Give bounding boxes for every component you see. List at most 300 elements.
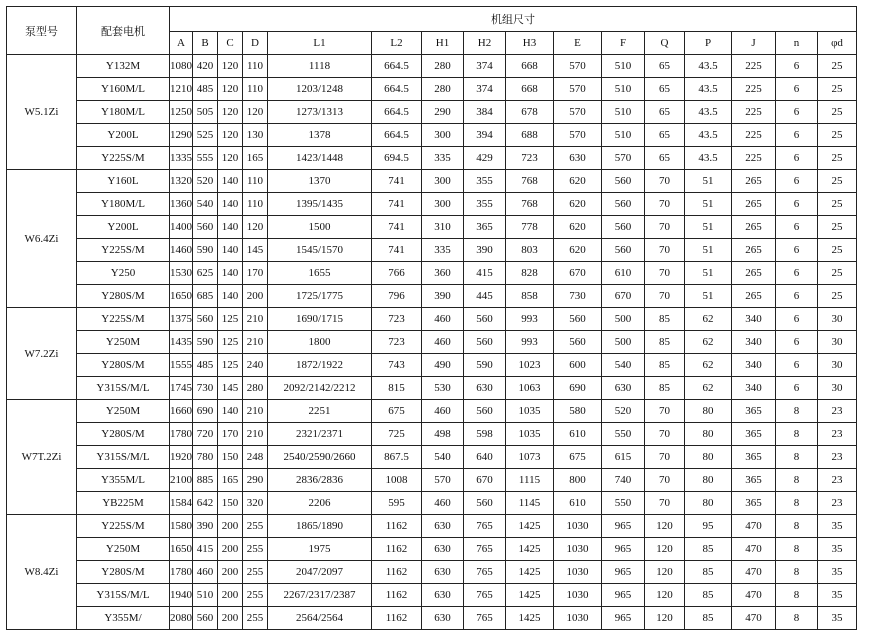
dimension-cell: 560 xyxy=(602,239,645,262)
motor-cell: Y315S/M/L xyxy=(77,584,170,607)
dimension-cell: 43.5 xyxy=(685,101,732,124)
dimension-cell: 555 xyxy=(193,147,218,170)
dimension-cell: 290 xyxy=(243,469,268,492)
table-row xyxy=(7,216,857,239)
motor-cell: Y355M/ xyxy=(77,607,170,630)
column-header: A xyxy=(170,32,193,55)
dimension-cell: 1035 xyxy=(506,400,554,423)
dimension-cell: 615 xyxy=(602,446,645,469)
dimension-cell: 120 xyxy=(243,101,268,124)
pump-model-cell: W6.4Zi xyxy=(7,170,77,308)
dimension-cell: 23 xyxy=(818,446,857,469)
dimension-cell: 2836/2836 xyxy=(268,469,372,492)
dimension-cell: 965 xyxy=(602,584,645,607)
dimension-cell: 642 xyxy=(193,492,218,515)
dimension-cell: 630 xyxy=(422,515,464,538)
dimension-cell: 80 xyxy=(685,400,732,423)
column-header: D xyxy=(243,32,268,55)
dimension-cell: 741 xyxy=(372,193,422,216)
dimension-cell: 1395/1435 xyxy=(268,193,372,216)
dimension-cell: 510 xyxy=(602,78,645,101)
column-header: L1 xyxy=(268,32,372,55)
dimension-cell: 6 xyxy=(776,101,818,124)
dimension-cell: 210 xyxy=(243,423,268,446)
column-header: H2 xyxy=(464,32,506,55)
dimension-cell: 225 xyxy=(732,55,776,78)
pump-model-cell: W7.2Zi xyxy=(7,308,77,400)
motor-cell: Y315S/M/L xyxy=(77,377,170,400)
dimension-cell: 620 xyxy=(554,239,602,262)
dimension-cell: 2564/2564 xyxy=(268,607,372,630)
dimension-cell: 560 xyxy=(193,216,218,239)
dimension-cell: 140 xyxy=(218,400,243,423)
dimension-cell: 25 xyxy=(818,193,857,216)
dimension-cell: 2092/2142/2212 xyxy=(268,377,372,400)
dimension-cell: 6 xyxy=(776,78,818,101)
column-header: φd xyxy=(818,32,857,55)
dimension-cell: 365 xyxy=(732,400,776,423)
dimension-cell: 2251 xyxy=(268,400,372,423)
column-header: n xyxy=(776,32,818,55)
dimension-cell: 70 xyxy=(645,216,685,239)
dimension-cell: 1545/1570 xyxy=(268,239,372,262)
dimension-cell: 1118 xyxy=(268,55,372,78)
dimension-cell: 225 xyxy=(732,101,776,124)
dimension-cell: 62 xyxy=(685,308,732,331)
dimension-cell: 150 xyxy=(218,446,243,469)
table-row xyxy=(7,101,857,124)
dimension-cell: 200 xyxy=(218,607,243,630)
dimension-cell: 590 xyxy=(193,239,218,262)
dimension-cell: 130 xyxy=(243,124,268,147)
dimension-cell: 51 xyxy=(685,285,732,308)
dimension-cell: 62 xyxy=(685,377,732,400)
dimension-cell: 670 xyxy=(602,285,645,308)
dimension-cell: 743 xyxy=(372,354,422,377)
dimension-cell: 500 xyxy=(602,308,645,331)
dimension-cell: 570 xyxy=(602,147,645,170)
dimension-cell: 460 xyxy=(422,308,464,331)
dimension-cell: 6 xyxy=(776,147,818,170)
dimension-cell: 720 xyxy=(193,423,218,446)
table-row xyxy=(7,147,857,170)
dimension-cell: 485 xyxy=(193,78,218,101)
dimension-cell: 560 xyxy=(464,331,506,354)
dimension-cell: 200 xyxy=(218,515,243,538)
table-row xyxy=(7,469,857,492)
dimension-cell: 394 xyxy=(464,124,506,147)
dimension-cell: 80 xyxy=(685,469,732,492)
dimension-cell: 120 xyxy=(218,55,243,78)
table-row xyxy=(7,354,857,377)
dimension-cell: 560 xyxy=(554,308,602,331)
dimension-cell: 1290 xyxy=(170,124,193,147)
table-row xyxy=(7,78,857,101)
dimension-cell: 1425 xyxy=(506,515,554,538)
dimension-cell: 664.5 xyxy=(372,124,422,147)
dimension-cell: 765 xyxy=(464,607,506,630)
dimension-cell: 210 xyxy=(243,308,268,331)
dimension-cell: 540 xyxy=(193,193,218,216)
dimension-cell: 490 xyxy=(422,354,464,377)
dimension-cell: 1145 xyxy=(506,492,554,515)
dimension-cell: 23 xyxy=(818,423,857,446)
dimension-cell: 120 xyxy=(218,147,243,170)
column-header: F xyxy=(602,32,645,55)
dimension-cell: 1162 xyxy=(372,607,422,630)
dimension-cell: 730 xyxy=(193,377,218,400)
dimension-cell: 85 xyxy=(645,377,685,400)
dimension-cell: 560 xyxy=(602,193,645,216)
dimension-cell: 120 xyxy=(645,515,685,538)
dimension-cell: 520 xyxy=(193,170,218,193)
dimension-cell: 300 xyxy=(422,124,464,147)
dimension-cell: 200 xyxy=(218,561,243,584)
dimension-cell: 8 xyxy=(776,400,818,423)
column-header: C xyxy=(218,32,243,55)
dimension-cell: 1800 xyxy=(268,331,372,354)
dimension-cell: 265 xyxy=(732,216,776,239)
dimension-cell: 1378 xyxy=(268,124,372,147)
dimension-cell: 630 xyxy=(422,538,464,561)
dimension-cell: 6 xyxy=(776,331,818,354)
dimension-cell: 150 xyxy=(218,492,243,515)
dimension-cell: 290 xyxy=(422,101,464,124)
dimension-cell: 460 xyxy=(422,400,464,423)
dimension-cell: 6 xyxy=(776,216,818,239)
motor-cell: Y160L xyxy=(77,170,170,193)
dimension-cell: 110 xyxy=(243,78,268,101)
dimension-cell: 500 xyxy=(602,331,645,354)
dimension-cell: 140 xyxy=(218,285,243,308)
dimension-cell: 70 xyxy=(645,170,685,193)
dimension-cell: 51 xyxy=(685,239,732,262)
dimension-cell: 51 xyxy=(685,170,732,193)
dimension-cell: 600 xyxy=(554,354,602,377)
dimension-cell: 1023 xyxy=(506,354,554,377)
motor-cell: Y250M xyxy=(77,538,170,561)
dimension-cell: 65 xyxy=(645,101,685,124)
dimension-cell: 365 xyxy=(464,216,506,239)
dimension-cell: 1655 xyxy=(268,262,372,285)
dimension-cell: 415 xyxy=(193,538,218,561)
dimension-cell: 560 xyxy=(554,331,602,354)
dimension-cell: 120 xyxy=(645,561,685,584)
dimension-cell: 95 xyxy=(685,515,732,538)
dimension-cell: 25 xyxy=(818,101,857,124)
dimension-cell: 210 xyxy=(243,400,268,423)
dimension-cell: 35 xyxy=(818,538,857,561)
dimension-cell: 25 xyxy=(818,78,857,101)
dimension-cell: 85 xyxy=(685,538,732,561)
dimension-cell: 8 xyxy=(776,423,818,446)
motor-cell: Y280S/M xyxy=(77,354,170,377)
dimension-cell: 1073 xyxy=(506,446,554,469)
dimension-cell: 62 xyxy=(685,331,732,354)
dimension-cell: 2100 xyxy=(170,469,193,492)
dimension-cell: 965 xyxy=(602,607,645,630)
dimension-cell: 420 xyxy=(193,55,218,78)
dimension-cell: 1725/1775 xyxy=(268,285,372,308)
table-row xyxy=(7,423,857,446)
dimension-cell: 23 xyxy=(818,469,857,492)
table-row xyxy=(7,492,857,515)
dimension-cell: 1745 xyxy=(170,377,193,400)
dimension-cell: 1370 xyxy=(268,170,372,193)
dimension-cell: 80 xyxy=(685,446,732,469)
dimension-cell: 768 xyxy=(506,170,554,193)
dimension-cell: 65 xyxy=(645,147,685,170)
dimension-cell: 280 xyxy=(243,377,268,400)
dimension-cell: 510 xyxy=(602,124,645,147)
dimension-cell: 470 xyxy=(732,515,776,538)
dimension-cell: 145 xyxy=(243,239,268,262)
dimension-cell: 51 xyxy=(685,262,732,285)
dimension-cell: 8 xyxy=(776,584,818,607)
dimension-cell: 668 xyxy=(506,78,554,101)
dimension-cell: 867.5 xyxy=(372,446,422,469)
dimension-cell: 140 xyxy=(218,239,243,262)
dimension-cell: 725 xyxy=(372,423,422,446)
dimension-cell: 70 xyxy=(645,423,685,446)
dimension-cell: 374 xyxy=(464,55,506,78)
dimension-cell: 675 xyxy=(372,400,422,423)
dimension-cell: 65 xyxy=(645,55,685,78)
dimension-cell: 765 xyxy=(464,515,506,538)
dimension-cell: 723 xyxy=(372,331,422,354)
dimension-cell: 570 xyxy=(554,124,602,147)
dimension-cell: 766 xyxy=(372,262,422,285)
dimension-cell: 6 xyxy=(776,262,818,285)
dimension-cell: 1865/1890 xyxy=(268,515,372,538)
dimension-cell: 610 xyxy=(602,262,645,285)
dimension-cell: 678 xyxy=(506,101,554,124)
table-row xyxy=(7,55,857,78)
dimension-cell: 1030 xyxy=(554,584,602,607)
dimension-cell: 675 xyxy=(554,446,602,469)
motor-cell: Y250M xyxy=(77,400,170,423)
dimension-cell: 796 xyxy=(372,285,422,308)
dimension-cell: 1780 xyxy=(170,561,193,584)
dimension-cell: 595 xyxy=(372,492,422,515)
dimension-cell: 560 xyxy=(193,308,218,331)
dimension-cell: 25 xyxy=(818,262,857,285)
motor-cell: Y200L xyxy=(77,124,170,147)
motor-cell: Y280S/M xyxy=(77,561,170,584)
dimension-cell: 1320 xyxy=(170,170,193,193)
dimension-cell: 6 xyxy=(776,124,818,147)
pump-model-cell: W7T.2Zi xyxy=(7,400,77,515)
column-header: B xyxy=(193,32,218,55)
dimension-cell: 255 xyxy=(243,584,268,607)
dimension-cell: 1030 xyxy=(554,538,602,561)
dimension-cell: 30 xyxy=(818,377,857,400)
dimension-cell: 741 xyxy=(372,216,422,239)
dimension-cell: 610 xyxy=(554,492,602,515)
dimension-cell: 35 xyxy=(818,584,857,607)
dimension-cell: 520 xyxy=(602,400,645,423)
dimension-cell: 685 xyxy=(193,285,218,308)
dimension-cell: 265 xyxy=(732,170,776,193)
dimension-cell: 993 xyxy=(506,308,554,331)
dimension-cell: 25 xyxy=(818,285,857,308)
dimension-cell: 550 xyxy=(602,423,645,446)
dimension-cell: 265 xyxy=(732,262,776,285)
dimension-cell: 470 xyxy=(732,607,776,630)
motor-cell: Y225S/M xyxy=(77,147,170,170)
dimension-cell: 800 xyxy=(554,469,602,492)
table-row xyxy=(7,170,857,193)
dimension-cell: 620 xyxy=(554,216,602,239)
dimension-cell: 2047/2097 xyxy=(268,561,372,584)
dimension-cell: 6 xyxy=(776,170,818,193)
dimension-cell: 120 xyxy=(243,216,268,239)
dimension-cell: 6 xyxy=(776,55,818,78)
dimension-cell: 85 xyxy=(645,354,685,377)
table-row xyxy=(7,124,857,147)
dimension-cell: 320 xyxy=(243,492,268,515)
column-header: E xyxy=(554,32,602,55)
dimension-cell: 630 xyxy=(554,147,602,170)
motor-cell: Y225S/M xyxy=(77,239,170,262)
dimension-cell: 590 xyxy=(193,331,218,354)
dimension-cell: 85 xyxy=(645,308,685,331)
dimension-cell: 110 xyxy=(243,170,268,193)
dimension-cell: 1425 xyxy=(506,584,554,607)
dimension-cell: 280 xyxy=(422,55,464,78)
dimension-cell: 1872/1922 xyxy=(268,354,372,377)
motor-cell: YB225M xyxy=(77,492,170,515)
motor-cell: Y225S/M xyxy=(77,515,170,538)
dimension-cell: 8 xyxy=(776,469,818,492)
dimension-cell: 540 xyxy=(602,354,645,377)
motor-cell: Y200L xyxy=(77,216,170,239)
table-row xyxy=(7,446,857,469)
dimension-cell: 1975 xyxy=(268,538,372,561)
dimension-cell: 560 xyxy=(193,607,218,630)
dimension-cell: 300 xyxy=(422,170,464,193)
dimension-cell: 540 xyxy=(422,446,464,469)
dimension-cell: 620 xyxy=(554,193,602,216)
dimension-cell: 70 xyxy=(645,400,685,423)
motor-cell: Y160M/L xyxy=(77,78,170,101)
dimension-cell: 43.5 xyxy=(685,55,732,78)
dimension-cell: 8 xyxy=(776,492,818,515)
header-unit-dimensions: 机组尺寸 xyxy=(170,7,857,32)
dimension-cell: 120 xyxy=(645,584,685,607)
dimension-cell: 140 xyxy=(218,216,243,239)
dimension-cell: 560 xyxy=(602,216,645,239)
dimension-cell: 1425 xyxy=(506,538,554,561)
dimension-cell: 640 xyxy=(464,446,506,469)
dimension-cell: 120 xyxy=(218,124,243,147)
dimension-cell: 885 xyxy=(193,469,218,492)
dimension-cell: 70 xyxy=(645,193,685,216)
dimension-cell: 460 xyxy=(422,492,464,515)
dimension-cell: 210 xyxy=(243,331,268,354)
dimension-cell: 85 xyxy=(645,331,685,354)
pump-model-cell: W8.4Zi xyxy=(7,515,77,630)
dimension-cell: 255 xyxy=(243,538,268,561)
dimension-cell: 1423/1448 xyxy=(268,147,372,170)
dimension-cell: 365 xyxy=(732,492,776,515)
dimension-cell: 590 xyxy=(464,354,506,377)
dimension-cell: 120 xyxy=(645,607,685,630)
dimension-cell: 1580 xyxy=(170,515,193,538)
dimension-cell: 65 xyxy=(645,124,685,147)
dimension-cell: 390 xyxy=(193,515,218,538)
dimension-cell: 664.5 xyxy=(372,78,422,101)
dimension-cell: 25 xyxy=(818,124,857,147)
dimension-cell: 23 xyxy=(818,492,857,515)
dimension-cell: 690 xyxy=(554,377,602,400)
pump-dimension-table xyxy=(6,6,857,630)
dimension-cell: 965 xyxy=(602,561,645,584)
dimension-cell: 460 xyxy=(193,561,218,584)
table-row xyxy=(7,561,857,584)
table-row xyxy=(7,515,857,538)
dimension-cell: 1115 xyxy=(506,469,554,492)
dimension-cell: 690 xyxy=(193,400,218,423)
dimension-cell: 200 xyxy=(218,584,243,607)
dimension-cell: 6 xyxy=(776,308,818,331)
dimension-cell: 550 xyxy=(602,492,645,515)
dimension-cell: 51 xyxy=(685,193,732,216)
dimension-cell: 1063 xyxy=(506,377,554,400)
dimension-cell: 6 xyxy=(776,377,818,400)
dimension-cell: 225 xyxy=(732,124,776,147)
table-row xyxy=(7,400,857,423)
dimension-cell: 570 xyxy=(422,469,464,492)
dimension-cell: 30 xyxy=(818,354,857,377)
dimension-cell: 630 xyxy=(422,561,464,584)
dimension-cell: 110 xyxy=(243,193,268,216)
dimension-cell: 610 xyxy=(554,423,602,446)
dimension-cell: 200 xyxy=(218,538,243,561)
motor-cell: Y180M/L xyxy=(77,101,170,124)
column-header: P xyxy=(685,32,732,55)
dimension-cell: 740 xyxy=(602,469,645,492)
dimension-cell: 1530 xyxy=(170,262,193,285)
dimension-cell: 1008 xyxy=(372,469,422,492)
dimension-cell: 384 xyxy=(464,101,506,124)
dimension-cell: 265 xyxy=(732,285,776,308)
dimension-cell: 505 xyxy=(193,101,218,124)
motor-cell: Y280S/M xyxy=(77,285,170,308)
dimension-cell: 335 xyxy=(422,239,464,262)
dimension-cell: 6 xyxy=(776,285,818,308)
dimension-cell: 510 xyxy=(602,101,645,124)
dimension-cell: 120 xyxy=(218,78,243,101)
dimension-cell: 765 xyxy=(464,538,506,561)
dimension-cell: 2080 xyxy=(170,607,193,630)
dimension-cell: 598 xyxy=(464,423,506,446)
dimension-cell: 965 xyxy=(602,515,645,538)
dimension-cell: 1425 xyxy=(506,561,554,584)
dimension-cell: 1030 xyxy=(554,515,602,538)
motor-cell: Y225S/M xyxy=(77,308,170,331)
dimension-cell: 25 xyxy=(818,170,857,193)
pump-model-cell: W5.1Zi xyxy=(7,55,77,170)
table-row xyxy=(7,538,857,561)
dimension-cell: 43.5 xyxy=(685,124,732,147)
dimension-cell: 1162 xyxy=(372,538,422,561)
dimension-cell: 8 xyxy=(776,561,818,584)
dimension-cell: 1375 xyxy=(170,308,193,331)
dimension-cell: 560 xyxy=(464,400,506,423)
dimension-cell: 225 xyxy=(732,147,776,170)
dimension-cell: 460 xyxy=(422,331,464,354)
